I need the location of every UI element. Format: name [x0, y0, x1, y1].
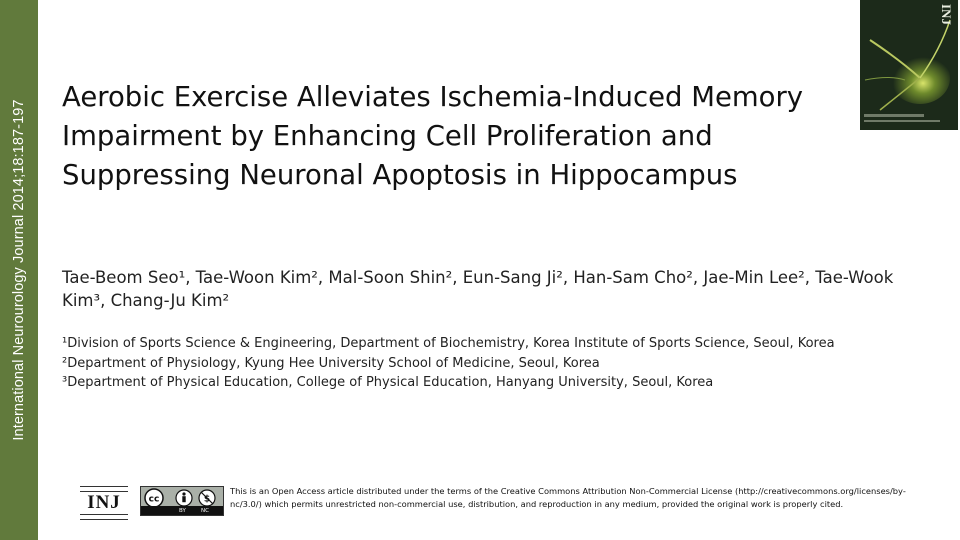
affiliation-1: ¹Division of Sports Science & Engineering, Department of Biochemistry, Korea Institute of Sports Science, Seoul, Korea [62, 336, 835, 351]
injournal-logo [80, 486, 128, 516]
svg-text:$: $ [203, 494, 211, 505]
logo-rule-bottom [80, 514, 128, 520]
cc-badge-strip [141, 506, 223, 515]
journal-cover-thumbnail [860, 0, 958, 130]
affiliations [62, 334, 932, 393]
cc-nc-label: NC [201, 508, 209, 514]
journal-sidebar [0, 0, 38, 540]
article-title: Aerobic Exercise Alleviates Ischemia-Induced Memory Impairment by Enhancing Cell Proliferation and Suppressing Neuronal Apoptosis in Hippocampus [62, 81, 804, 191]
affiliation-2: ²Department of Physiology, Kyung Hee University School of Medicine, Seoul, Korea [62, 355, 600, 371]
footer-logo-text: INJ [87, 492, 121, 513]
svg-text:cc: cc [148, 494, 160, 505]
license-notice: This is an Open Access article distributed under the terms of the Creative Commons Attribution Non-Commercial License (http://creativecommons.org/licenses/by-nc/3.0/) which permits unrestricted non-commercial use, distribution, and reproduction in any medium, provided the original work is properly cited. [230, 486, 906, 509]
cover-logo: INJ [939, 4, 954, 25]
cc-by-nc-badge[interactable] [140, 486, 224, 516]
author-list: Tae-Beom Seo¹, Tae-Woon Kim², Mal-Soon Shin², Eun-Sang Ji², Han-Sam Cho², Jae-Min Lee², Tae-Wook Kim³, Chang-Ju Kim² [62, 268, 894, 310]
affiliation-3: ³Department of Physical Education, College of Physical Education, Hanyang University, Seoul, Korea [62, 375, 714, 390]
cc-by-label: BY [179, 508, 186, 514]
journal-citation: International Neurourology Journal 2014;18:187-197 [11, 99, 27, 441]
